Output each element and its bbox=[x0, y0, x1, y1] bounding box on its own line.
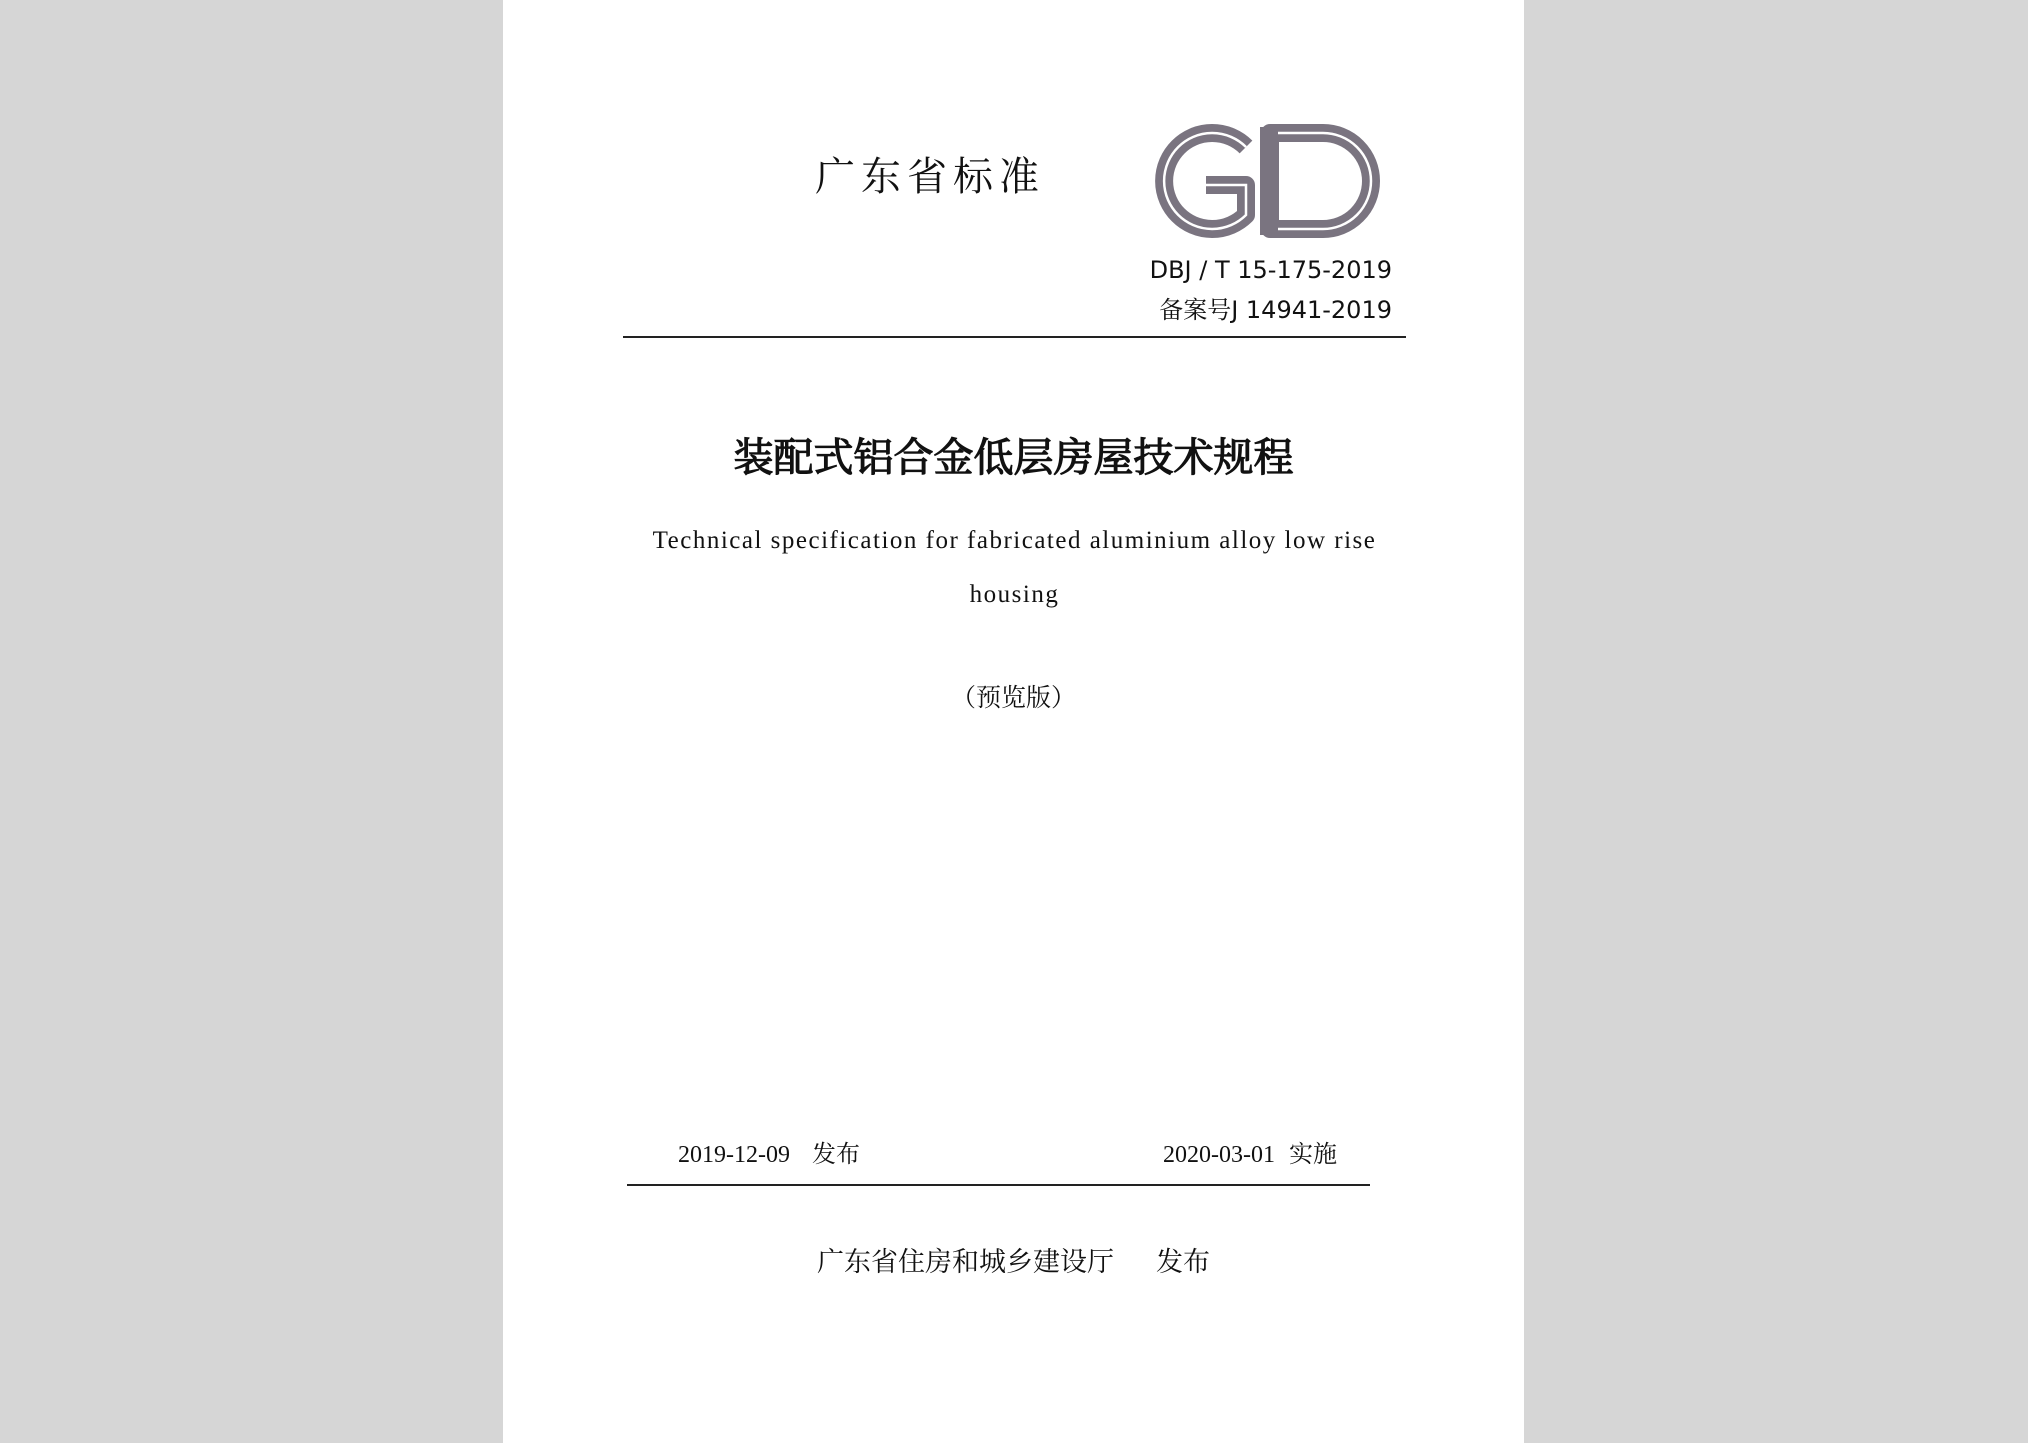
standard-label: 广东省标准 bbox=[815, 154, 1045, 200]
record-number: 备案号J 14941-2019 bbox=[1159, 296, 1392, 324]
document-page bbox=[503, 0, 1524, 1443]
issue-label: 发布 bbox=[811, 1140, 860, 1168]
standard-code: DBJ / T 15-175-2019 bbox=[1149, 256, 1392, 284]
issue-date-row bbox=[678, 1134, 860, 1169]
effective-label: 实施 bbox=[1288, 1140, 1337, 1168]
publisher-line bbox=[503, 1240, 1524, 1279]
chinese-title: 装配式铝合金低层房屋技术规程 bbox=[733, 435, 1294, 481]
effective-date-row bbox=[1163, 1134, 1337, 1169]
issue-date: 2019-12-09 bbox=[678, 1142, 790, 1168]
effective-date: 2020-03-01 bbox=[1163, 1142, 1275, 1168]
bottom-divider bbox=[627, 1184, 1370, 1186]
english-title: Technical specification for fabricated aluminium alloy low rise housing bbox=[652, 527, 1377, 608]
publisher-name: 广东省住房和城乡建设厅 bbox=[817, 1247, 1114, 1278]
edition-label: （预览版） bbox=[950, 683, 1076, 712]
publisher-action: 发布 bbox=[1156, 1247, 1210, 1278]
top-divider bbox=[623, 336, 1406, 338]
gd-logo-icon bbox=[1138, 123, 1381, 239]
